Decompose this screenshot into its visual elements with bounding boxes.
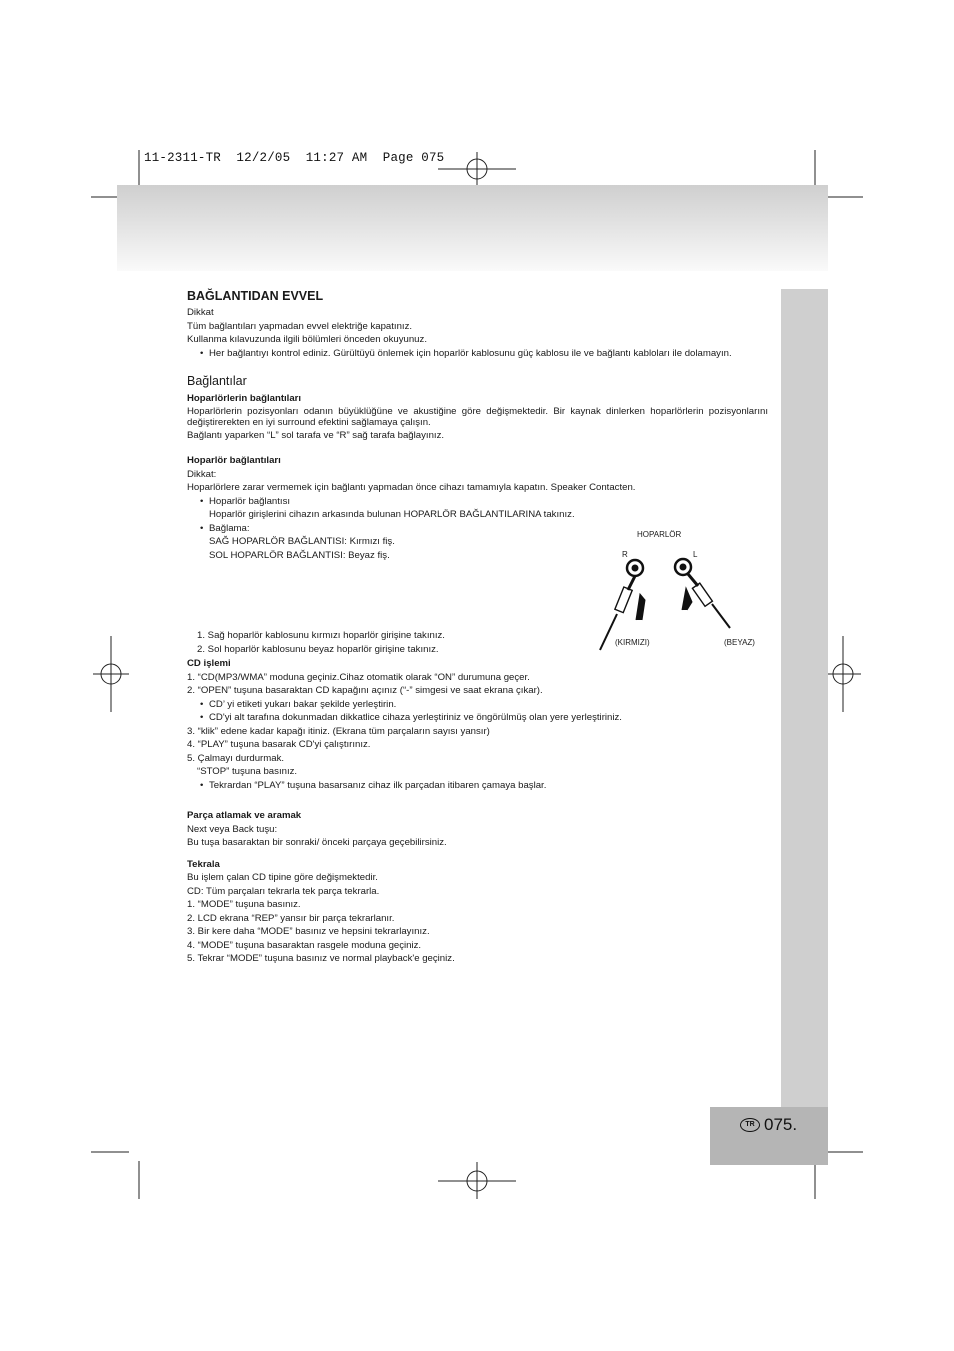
step-item: 5. Çalmayı durdurmak. bbox=[187, 752, 285, 764]
page-number-box bbox=[710, 1107, 828, 1165]
text-line: Bu işlem çalan CD tipine göre değişmektedir. bbox=[187, 872, 378, 883]
text-line: Next veya Back tuşu: bbox=[187, 823, 278, 835]
section-title-before-connection: BAĞLANTIDAN EVVEL bbox=[187, 289, 324, 303]
text-line: 3. Bir kere daha “MODE” basınız ve hepsini tekrarlayınız. bbox=[187, 926, 430, 937]
text-line: Tüm bağlantıları yapmadan evvel elektriğe kapatınız. bbox=[187, 320, 413, 332]
text-line: SOL HOPARLÖR BAĞLANTISI: Beyaz fiş. bbox=[209, 549, 390, 561]
diagram-label-right-channel: R bbox=[622, 550, 628, 559]
page-number-text: 075. bbox=[764, 1115, 798, 1134]
text-line: Kullanma kılavuzunda ilgili bölümleri önceden okuyunuz. bbox=[187, 334, 427, 345]
text-line: 2. LCD ekrana “REP” yansır bir parça tekrarlanır. bbox=[187, 912, 395, 924]
text-line: Hoparlörlere zarar vermemek için bağlantı yapmadan önce cihazı tamamıyla kapatın. Speaker Contacten. bbox=[187, 482, 636, 493]
text-line: SAĞ HOPARLÖR BAĞLANTISI: Kırmızı fiş. bbox=[209, 536, 395, 547]
subsection-title-speaker-connection: Hoparlör bağlantıları bbox=[187, 455, 281, 466]
bullet-item: • Tekrardan “PLAY” tuşuna basarsanız cihaz ilk parçadan itibaren çamaya başlar. bbox=[187, 779, 768, 793]
step-item: 2. Sol hoparlör kablosunu beyaz hoparlör girişine takınız. bbox=[197, 643, 439, 655]
step-item: 4. “PLAY” tuşuna basarak CD'yi çalıştırınız. bbox=[187, 739, 371, 750]
text-line: 4. “MODE” tuşuna basaraktan rasgele moduna geçiniz. bbox=[187, 939, 422, 951]
text-line: Dikkat bbox=[187, 307, 214, 318]
language-badge: TR bbox=[740, 1118, 760, 1132]
diagram-title: HOPARLÖR bbox=[637, 530, 682, 539]
step-item: “STOP” tuşuna basınız. bbox=[197, 766, 298, 777]
bullet-item: • Her bağlantıyı kontrol ediniz. Gürültüyü önlemek için hoparlör kablosunu güç kablosu ile ve bağlantı kabloları ile dolamayın. bbox=[187, 347, 768, 361]
side-strip bbox=[781, 289, 828, 1107]
text-line: CD: Tüm parçaları tekrarla tek parça tekrarla. bbox=[187, 885, 380, 897]
diagram-label-left-channel: L bbox=[693, 550, 698, 559]
print-slug: 11-2311-TR 12/2/05 11:27 AM Page 075 bbox=[144, 151, 445, 165]
subsection-title-repeat: Tekrala bbox=[187, 858, 220, 870]
subsection-title-speaker-connections: Hoparlörlerin bağlantıları bbox=[187, 393, 302, 404]
speaker-plugs-graphic bbox=[590, 528, 770, 652]
section-title-connections: Bağlantılar bbox=[187, 374, 247, 388]
step-item: 2. “OPEN” tuşuna basaraktan CD kapağını açınız (“-” simgesi ve saat ekrana çıkar). bbox=[187, 685, 543, 696]
bullet-item: • Bağlama: bbox=[187, 522, 768, 536]
bullet-item: • Hoparlör bağlantısı bbox=[187, 495, 768, 509]
subsection-title-cd: CD işlemi bbox=[187, 658, 231, 669]
bullet-item: • CD’ yi etiketi yukarı bakar şekilde yerleştirin. bbox=[187, 698, 768, 712]
step-item: 3. “klik” edene kadar kapağı itiniz. (Ekrana tüm parçaların sayısı yansır) bbox=[187, 725, 490, 737]
header-band bbox=[117, 185, 828, 271]
text-line: Bağlantı yaparken “L” sol tarafa ve “R” sağ tarafa bağlayınız. bbox=[187, 429, 445, 441]
paragraph: Hoparlörlerin pozisyonları odanın büyüklüğüne ve akustiğine göre değişmektedir. Bir kaynak dinlerken hoparlörlerin pozisyonlarını değiştirerekten en iyi surround efektini sağlamaya çalışın. bbox=[187, 405, 768, 428]
speaker-connection-diagram bbox=[590, 528, 770, 652]
page-number bbox=[740, 1115, 797, 1135]
diagram-caption-red: (KIRMIZI) bbox=[615, 638, 650, 647]
text-line: 1. “MODE” tuşuna basınız. bbox=[187, 899, 301, 910]
text-line: Bu tuşa basaraktan bir sonraki/ önceki parçaya geçebilirsiniz. bbox=[187, 837, 447, 848]
bullet-item: • CD'yi alt tarafına dokunmadan dikkatlice cihaza yerleştiriniz ve öngörülmüş olan yere yerleştiriniz. bbox=[187, 711, 768, 725]
text-line: 5. Tekrar “MODE” tuşuna basınız ve normal playback'e geçiniz. bbox=[187, 953, 455, 964]
step-item: 1. “CD(MP3/WMA” moduna geçiniz.Cihaz otomatik olarak “ON” durumuna geçer. bbox=[187, 671, 530, 683]
step-item: 1. Sağ hoparlör kablosunu kırmızı hoparlör girişine takınız. bbox=[197, 630, 445, 641]
text-line: Dikkat: bbox=[187, 468, 217, 480]
cd-steps-list bbox=[187, 671, 768, 793]
text-line: Hoparlör girişlerini cihazın arkasında bulunan HOPARLÖR BAĞLANTILARINA takınız. bbox=[209, 509, 575, 520]
subsection-title-skip: Parça atlamak ve aramak bbox=[187, 810, 302, 821]
diagram-caption-white: (BEYAZ) bbox=[724, 638, 755, 647]
